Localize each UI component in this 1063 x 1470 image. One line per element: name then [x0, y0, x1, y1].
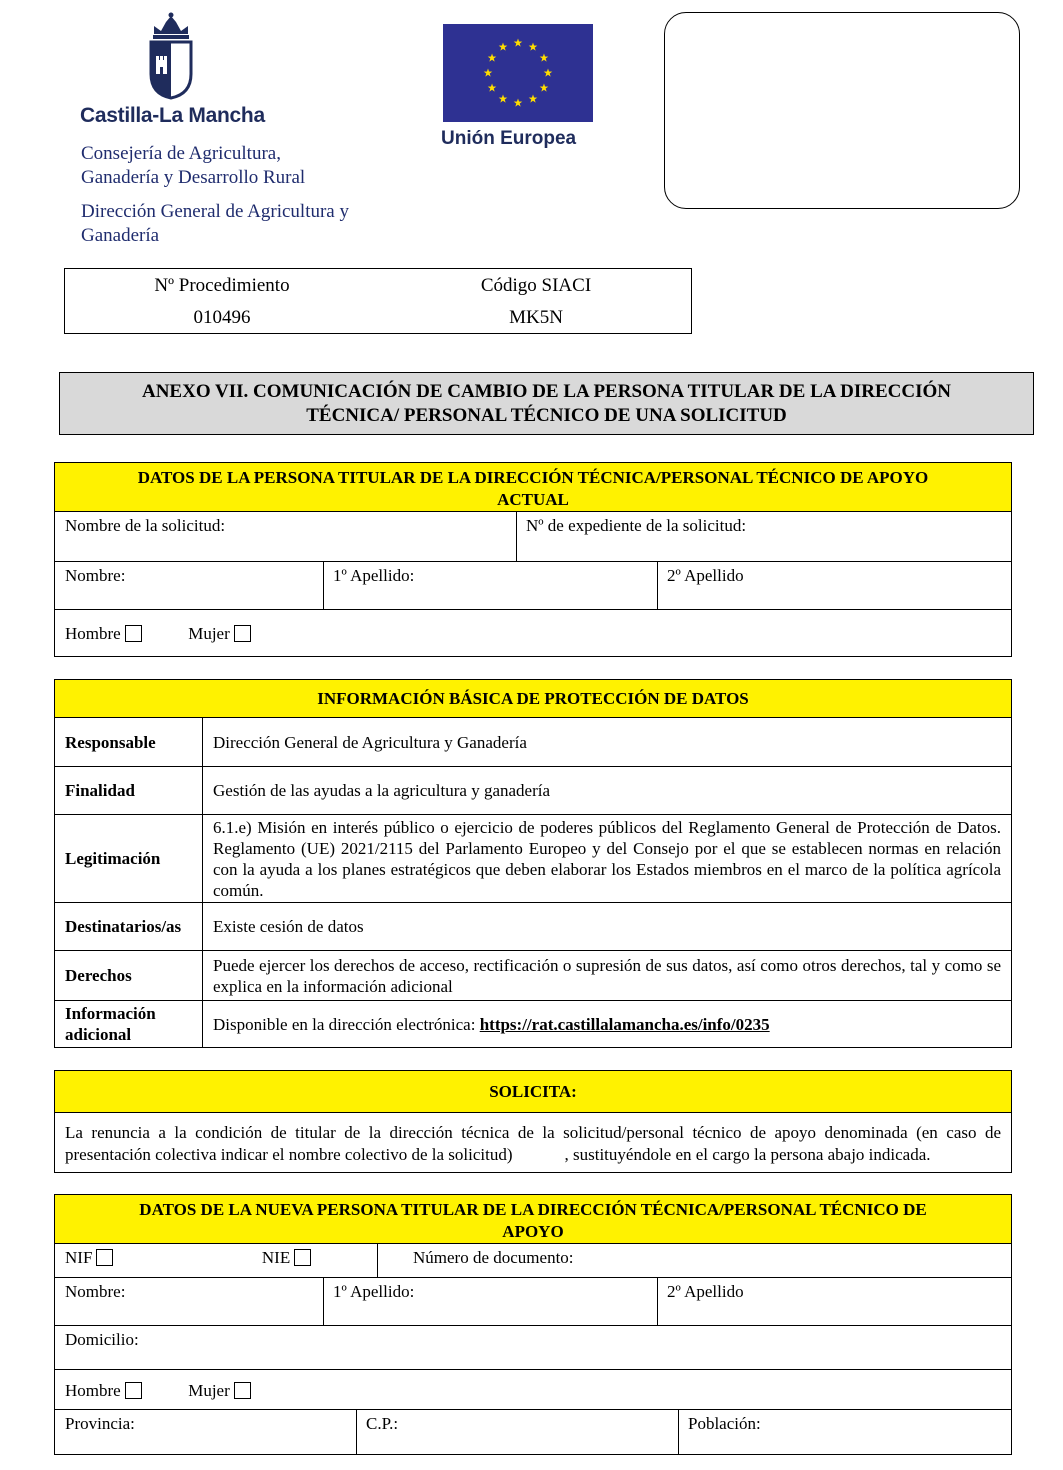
current-holder-section	[54, 462, 1012, 657]
castilla-la-mancha-emblem-icon	[146, 12, 196, 102]
id-document-row	[55, 1244, 1011, 1278]
application-row	[55, 512, 1011, 562]
eu-star-icon	[484, 69, 493, 77]
female-label: Mujer	[188, 624, 230, 643]
eu-star-icon	[544, 69, 553, 77]
application-name-field[interactable]: Nombre de la solicitud:	[65, 516, 226, 535]
request-text: La renuncia a la condición de titular de la dirección técnica de la solicitud/personal técnico de apoyo denominada (en caso de presentación colectiva indicar el nombre colectivo de la solicitud) , sustituyéndole en el cargo la persona abajo indicada.	[65, 1123, 1001, 1164]
procedure-number-value: 010496	[193, 307, 251, 328]
siaci-code-value: MK5N	[509, 307, 563, 328]
postcode-field[interactable]: C.P.:	[366, 1414, 399, 1433]
eu-flag-icon	[443, 24, 593, 122]
town-field[interactable]: Población:	[688, 1414, 761, 1433]
address-row	[55, 1326, 1011, 1370]
doc-number-field[interactable]: Número de documento:	[413, 1248, 574, 1267]
eu-star-icon	[499, 94, 508, 102]
new-surname2-field[interactable]: 2º Apellido	[667, 1282, 744, 1301]
eu-star-icon	[514, 99, 523, 107]
nie-checkbox[interactable]	[294, 1249, 311, 1266]
dp-row-additional-info: Información adicional Disponible en la dirección electrónica: https://rat.castillalamancha.es/info/0235	[55, 1001, 1011, 1047]
name-field[interactable]: Nombre:	[65, 566, 126, 585]
siaci-code-label: Código SIACI	[480, 275, 592, 296]
new-name-field[interactable]: Nombre:	[65, 1282, 126, 1301]
nie-label: NIE	[261, 1248, 291, 1267]
data-protection-section	[54, 679, 1012, 1048]
new-male-checkbox[interactable]	[125, 1382, 142, 1399]
new-female-label: Mujer	[188, 1381, 230, 1400]
eu-label: Unión Europea	[441, 128, 577, 149]
male-label: Hombre	[65, 624, 121, 643]
new-holder-section	[54, 1194, 1012, 1455]
new-surname1-field[interactable]: 1º Apellido:	[333, 1282, 415, 1301]
gender-row	[55, 610, 1011, 656]
surname1-field[interactable]: 1º Apellido:	[333, 566, 415, 585]
eu-star-icon	[529, 94, 538, 102]
eu-star-icon	[540, 54, 549, 62]
file-number-field[interactable]: Nº de expediente de la solicitud:	[526, 516, 747, 535]
new-holder-heading: DATOS DE LA NUEVA PERSONA TITULAR DE LA DIRECCIÓN TÉCNICA/PERSONAL TÉCNICO DE APOYO	[55, 1195, 1011, 1244]
annex-title: ANEXO VII. COMUNICACIÓN DE CAMBIO DE LA PERSONA TITULAR DE LA DIRECCIÓN TÉCNICA/ PERSONAL TÉCNICO DE UNA SOLICITUD	[59, 372, 1034, 435]
dp-row-responsible: Responsable Dirección General de Agricultura y Ganadería	[55, 718, 1011, 767]
nif-checkbox[interactable]	[96, 1249, 113, 1266]
dp-row-rights: Derechos Puede ejercer los derechos de acceso, rectificación o supresión de sus datos, así como otros derechos, tal y como se explica en la información adicional	[55, 951, 1011, 1001]
surname2-field[interactable]: 2º Apellido	[667, 566, 744, 585]
procedure-box	[64, 268, 692, 334]
eu-star-icon	[488, 84, 497, 92]
new-female-checkbox[interactable]	[234, 1382, 251, 1399]
name-row	[55, 562, 1011, 610]
eu-star-icon	[514, 39, 523, 47]
region-name: Castilla-La Mancha	[80, 104, 265, 127]
data-protection-heading: INFORMACIÓN BÁSICA DE PROTECCIÓN DE DATOS	[55, 680, 1011, 718]
location-row	[55, 1410, 1011, 1454]
eu-star-icon	[488, 54, 497, 62]
registry-stamp-box	[664, 12, 1020, 209]
department-name: Consejería de Agricultura, Ganadería y Desarrollo Rural	[81, 143, 306, 188]
additional-info-link[interactable]: https://rat.castillalamancha.es/info/0235	[479, 1014, 770, 1034]
current-holder-heading: DATOS DE LA PERSONA TITULAR DE LA DIRECCIÓN TÉCNICA/PERSONAL TÉCNICO DE APOYO ACTUAL	[55, 463, 1011, 512]
request-heading: SOLICITA:	[55, 1071, 1011, 1113]
directorate-name: Dirección General de Agricultura y Ganadería	[81, 201, 349, 246]
nif-label: NIF	[65, 1248, 93, 1267]
dp-row-legitimation: Legitimación 6.1.e) Misión en interés público o ejercicio de poderes públicos del Reglamento General de Protección de Datos. Reglamento (UE) 2021/2115 del Parlamento Europeo y del Consejo por el que se establecen normas en relación con la ayuda a los planes estratégicos que deben elaborar los Estados miembros en el marco de la política agrícola común.	[55, 815, 1011, 903]
female-checkbox[interactable]	[234, 625, 251, 642]
eu-star-icon	[529, 43, 538, 51]
address-field[interactable]: Domicilio:	[65, 1330, 139, 1349]
procedure-number-label: Nº Procedimiento	[154, 275, 290, 296]
eu-star-icon	[499, 43, 508, 51]
new-name-row	[55, 1278, 1011, 1326]
request-section	[54, 1070, 1012, 1173]
dp-row-purpose: Finalidad Gestión de las ayudas a la agricultura y ganadería	[55, 767, 1011, 815]
province-field[interactable]: Provincia:	[65, 1414, 135, 1433]
eu-star-icon	[540, 84, 549, 92]
new-male-label: Hombre	[65, 1381, 121, 1400]
new-gender-row	[55, 1370, 1011, 1410]
dp-row-recipients: Destinatarios/as Existe cesión de datos	[55, 903, 1011, 951]
male-checkbox[interactable]	[125, 625, 142, 642]
